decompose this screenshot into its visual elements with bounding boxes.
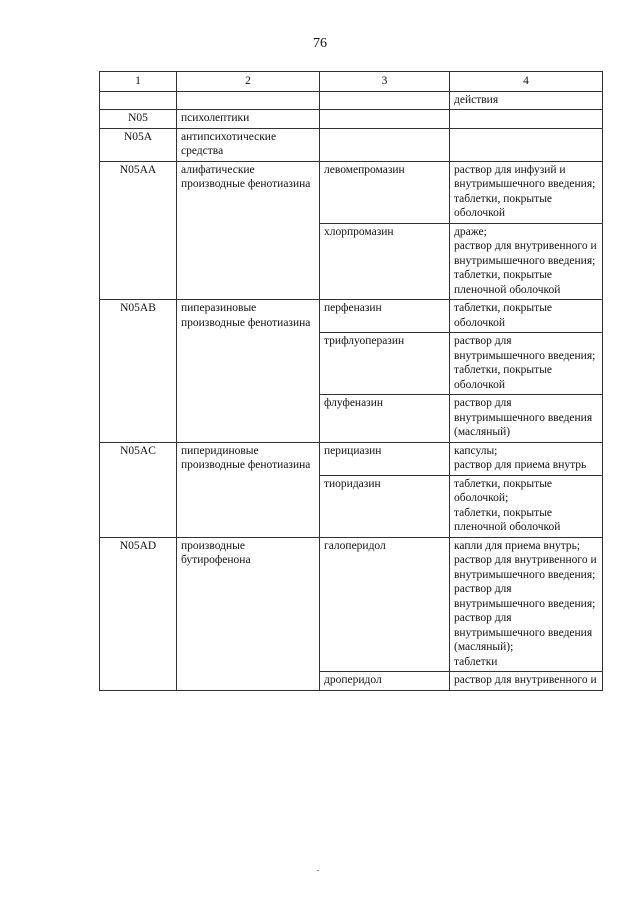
dosage-forms	[450, 672, 603, 691]
dosage-form: раствор для внутримышечного введения;	[454, 335, 596, 362]
atc-code: N05AB	[100, 300, 177, 443]
column-header-2: 2	[177, 72, 320, 92]
dosage-form: таблетки, покрытые оболочкой	[454, 364, 553, 391]
dosage-form: капли для приема внутрь;	[454, 539, 581, 552]
header-row	[100, 72, 603, 92]
table-row	[100, 442, 603, 475]
column-header-3: 3	[320, 72, 450, 92]
dosage-forms	[450, 395, 603, 443]
dosage-form: раствор для внутривенного и внутримышечного введения;	[454, 240, 597, 267]
continuation-row	[100, 91, 603, 110]
dosage-form: таблетки, покрытые оболочкой	[454, 192, 553, 219]
empty-cell	[450, 128, 603, 161]
group-name: алифатические производные фенотиазина	[177, 161, 320, 300]
group-name: антипсихотические средства	[177, 128, 320, 161]
atc-code: N05AC	[100, 442, 177, 537]
drug-name: тиоридазин	[320, 475, 450, 537]
continuation-text: действия	[450, 91, 603, 110]
empty-cell	[320, 128, 450, 161]
dosage-form: раствор для инфузий и внутримышечного введения;	[454, 163, 596, 190]
group-name: производные бутирофенона	[177, 537, 320, 690]
dosage-form: капсулы;	[454, 444, 498, 457]
dosage-forms	[450, 442, 603, 475]
dosage-forms	[450, 223, 603, 300]
group-name: пиперазиновые производные фенотиазина	[177, 300, 320, 443]
dosage-form: таблетки, покрытые пленочной оболочкой	[454, 269, 561, 296]
column-header-4: 4	[450, 72, 603, 92]
dosage-form: раствор для приема внутрь	[454, 459, 587, 471]
dosage-form: раствор для внутримышечного введения;	[454, 583, 596, 610]
atc-code: N05	[100, 110, 177, 129]
drug-name: перфеназин	[320, 300, 450, 333]
empty-cell	[100, 91, 177, 110]
empty-cell	[320, 91, 450, 110]
dosage-form: таблетки	[454, 655, 498, 668]
drug-name: дроперидол	[320, 672, 450, 691]
drug-name: флуфеназин	[320, 395, 450, 443]
drug-name: трифлуоперазин	[320, 333, 450, 395]
dosage-forms	[450, 475, 603, 537]
table-row	[100, 300, 603, 333]
drug-name: хлорпромазин	[320, 223, 450, 300]
dosage-form: раствор для внутривенного и внутримышечного введения;	[454, 554, 597, 581]
scan-dot	[317, 870, 319, 871]
atc-code: N05AD	[100, 537, 177, 690]
dosage-forms	[450, 161, 603, 223]
column-header-1: 1	[100, 72, 177, 92]
group-name: психолептики	[177, 110, 320, 129]
drug-name: галоперидол	[320, 537, 450, 672]
dosage-form: таблетки, покрытые пленочной оболочкой	[454, 506, 561, 533]
dosage-form: драже;	[454, 225, 487, 238]
dosage-form: раствор для внутривенного и	[454, 674, 597, 686]
dosage-form: раствор для внутримышечного введения (масляный);	[454, 612, 593, 653]
empty-cell	[450, 110, 603, 129]
table-row	[100, 110, 603, 129]
table-row	[100, 128, 603, 161]
empty-cell	[177, 91, 320, 110]
table-row	[100, 537, 603, 672]
dosage-form: таблетки, покрытые оболочкой;	[454, 477, 553, 504]
atc-code: N05A	[100, 128, 177, 161]
drug-name: перициазин	[320, 442, 450, 475]
drug-name: левомепромазин	[320, 161, 450, 223]
dosage-forms	[450, 300, 603, 333]
empty-cell	[320, 110, 450, 129]
atc-code: N05AA	[100, 161, 177, 300]
medication-table	[99, 71, 603, 691]
dosage-form: таблетки, покрытые оболочкой	[454, 302, 553, 329]
table-row	[100, 161, 603, 223]
dosage-forms	[450, 333, 603, 395]
dosage-form: раствор для внутримышечного введения (масляный)	[454, 397, 593, 438]
dosage-forms	[450, 537, 603, 672]
group-name: пиперидиновые производные фенотиазина	[177, 442, 320, 537]
page-number: 76	[313, 36, 327, 51]
